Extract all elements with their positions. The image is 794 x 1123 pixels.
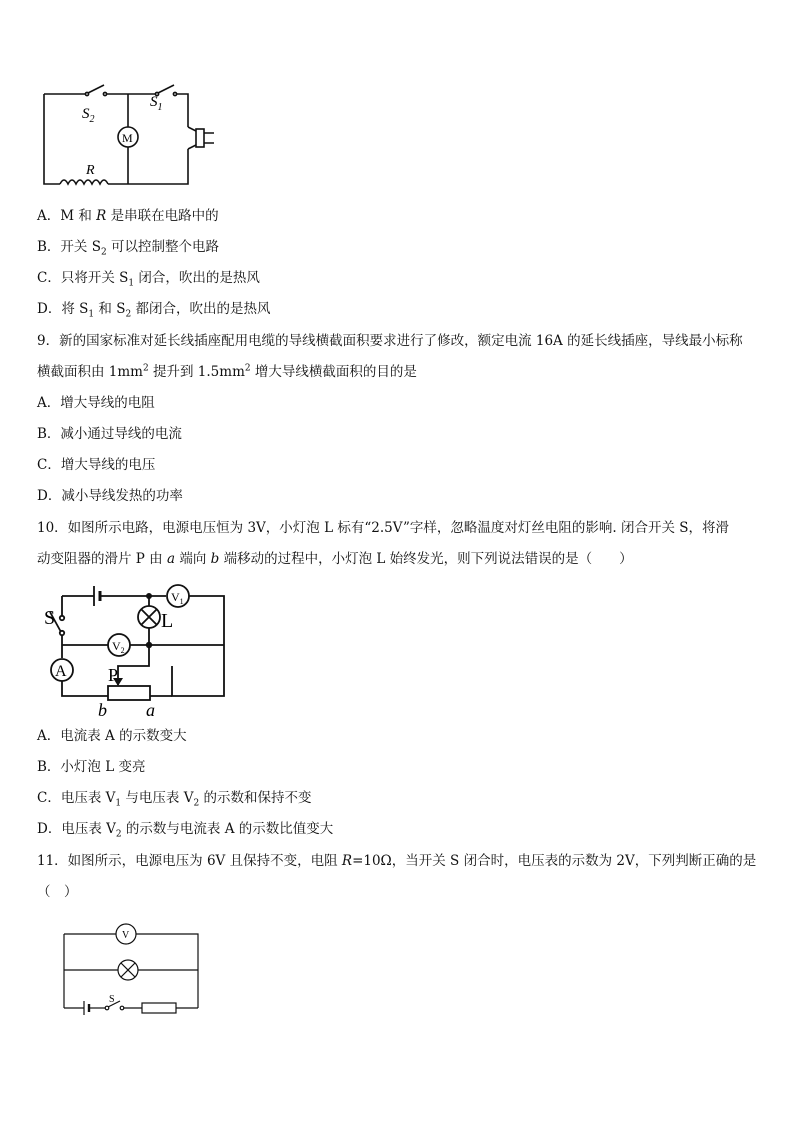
slider-label: P	[108, 665, 119, 685]
q8-option-b: B．开关 $S_2$ 可以控制整个电路	[37, 239, 219, 258]
q10-option-a: A．电流表 A 的示数变大	[37, 728, 187, 744]
resistor-label: R	[86, 163, 95, 178]
q9-option-b: B．减小通过导线的电流	[37, 426, 182, 442]
q9-stem-line1: 9．新的国家标准对延长线插座配用电缆的导线横截面积要求进行了修改，额定电流 16A 的延长线插座，导线最小标称	[37, 333, 743, 349]
q9-option-d: D．减小导线发热的功率	[37, 488, 183, 504]
lamp-label: L	[161, 610, 174, 632]
v1-label: $V_1$	[171, 590, 184, 606]
q8-option-a: A．M 和 R 是串联在电路中的	[37, 208, 219, 224]
lamp-voltmeter-circuit-diagram	[58, 922, 206, 1016]
q10-stem-line2: 动变阻器的滑片 P 由 a 端向 b 端移动的过程中，小灯泡 L 始终发光，则下列说法错误的是（ ）	[37, 551, 633, 567]
ammeter-label: A	[55, 663, 67, 680]
end-b-label: b	[98, 700, 107, 720]
s2-label: $S_2$	[82, 106, 95, 125]
q8-option-c: C．只将开关 $S_1$ 闭合，吹出的是热风	[37, 270, 260, 289]
voltmeter-label: V	[122, 930, 130, 941]
motor-label: M	[122, 131, 133, 145]
q10-option-c: C．电压表 $V_1$ 与电压表 $V_2$ 的示数和保持不变	[37, 790, 312, 809]
v2-label: $V_2$	[112, 639, 125, 655]
switch-s-label: S	[109, 994, 115, 1005]
hair-dryer-circuit-diagram	[38, 82, 218, 190]
rheostat-circuit-diagram	[42, 582, 232, 720]
q8-option-d: D．将 $S_1$ 和 $S_2$ 都闭合，吹出的是热风	[37, 301, 271, 320]
q9-stem-line2: 横截面积由 $1mm^2$ 提升到 $1.5mm^2$ 增大导线横截面积的目的是	[37, 363, 417, 380]
q10-stem-line1: 10．如图所示电路，电源电压恒为 3V，小灯泡 L 标有“2.5V”字样，忽略温度对灯丝电阻的影响. 闭合开关 S，将滑	[37, 520, 729, 536]
q10-option-b: B．小灯泡 L 变亮	[37, 759, 146, 775]
q9-option-a: A．增大导线的电阻	[37, 395, 155, 411]
end-a-label: a	[146, 700, 155, 720]
q11-stem-line1: 11．如图所示，电源电压为 6V 且保持不变，电阻 R=10Ω，当开关 S 闭合时，电压表的示数为 2V，下列判断正确的是	[37, 853, 757, 869]
q10-option-d: D．电压表 $V_2$ 的示数与电流表 A 的示数比值变大	[37, 821, 334, 840]
q9-option-c: C．增大导线的电压	[37, 457, 156, 473]
q11-stem-line2: （ ）	[37, 884, 78, 900]
switch-label: S	[44, 607, 56, 629]
s1-label: $S_1$	[150, 94, 163, 113]
